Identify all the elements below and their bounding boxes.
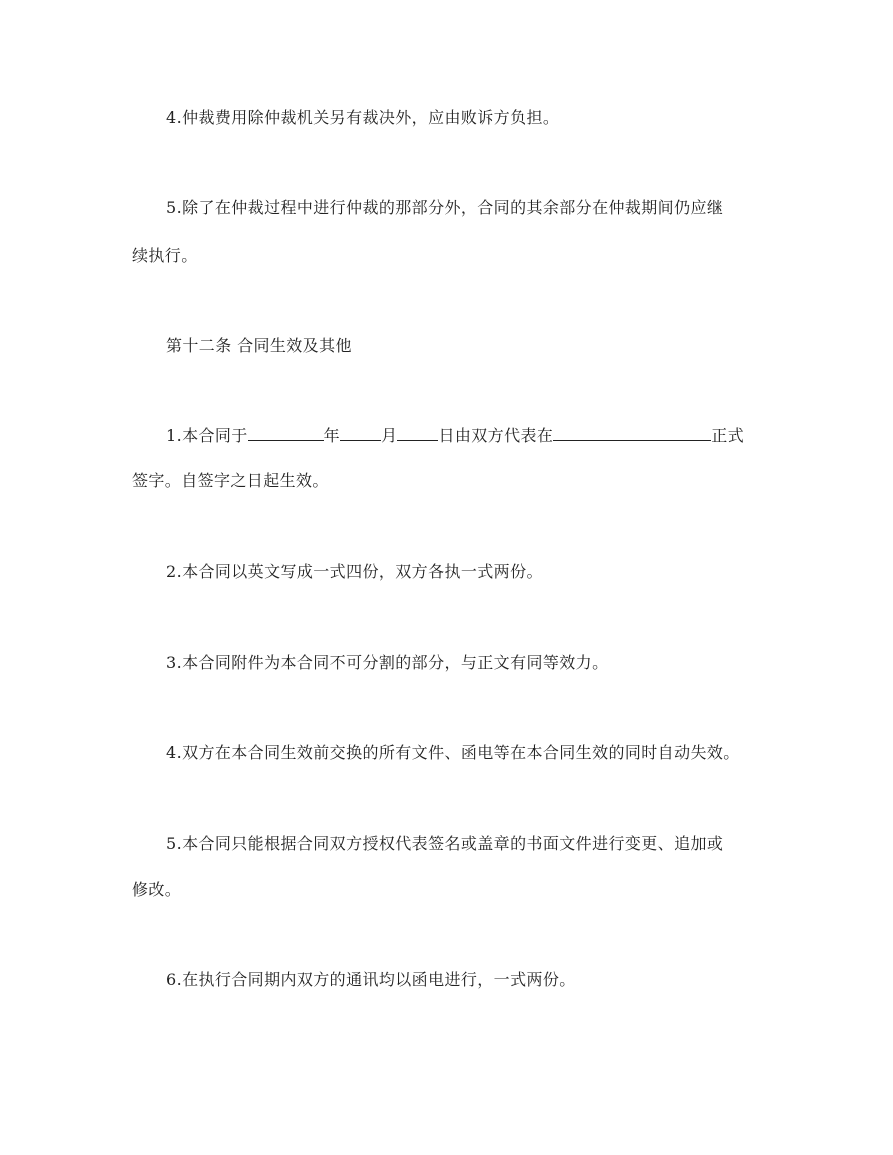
paragraph-arbitration-continue-line1: 5.除了在仲裁过程中进行仲裁的那部分外，合同的其余部分在仲裁期间仍应继 xyxy=(166,198,724,217)
place-blank xyxy=(553,426,711,441)
clause-amendment-line2: 修改。 xyxy=(132,880,182,899)
paragraph-arbitration-continue-line2: 续执行。 xyxy=(132,246,198,265)
clause-communications: 6.在执行合同期内双方的通讯均以函电进行，一式两份。 xyxy=(166,970,576,989)
clause-text: 年 xyxy=(323,426,341,445)
clause-text: 正式 xyxy=(711,426,745,445)
clause-amendment-line1: 5.本合同只能根据合同双方授权代表签名或盖章的书面文件进行变更、追加或 xyxy=(166,834,724,853)
clause-effective-date-line1 xyxy=(166,426,744,446)
clause-text: 1.本合同于 xyxy=(166,426,248,445)
clause-effective-date-line2: 签字。自签字之日起生效。 xyxy=(132,471,329,490)
clause-text: 日由双方代表在 xyxy=(438,426,554,445)
clause-copies: 2.本合同以英文写成一式四份，双方各执一式两份。 xyxy=(166,562,543,581)
paragraph-arbitration-fee: 4.仲裁费用除仲裁机关另有裁决外，应由败诉方负担。 xyxy=(166,108,560,127)
article-heading: 第十二条 合同生效及其他 xyxy=(166,336,352,355)
clause-annex: 3.本合同附件为本合同不可分割的部分，与正文有同等效力。 xyxy=(166,653,609,672)
day-blank xyxy=(397,426,438,441)
clause-text: 月 xyxy=(381,426,398,445)
clause-prior-documents: 4.双方在本合同生效前交换的所有文件、函电等在本合同生效的同时自动失效。 xyxy=(166,743,740,762)
year-blank xyxy=(248,426,324,441)
month-blank xyxy=(340,426,381,441)
